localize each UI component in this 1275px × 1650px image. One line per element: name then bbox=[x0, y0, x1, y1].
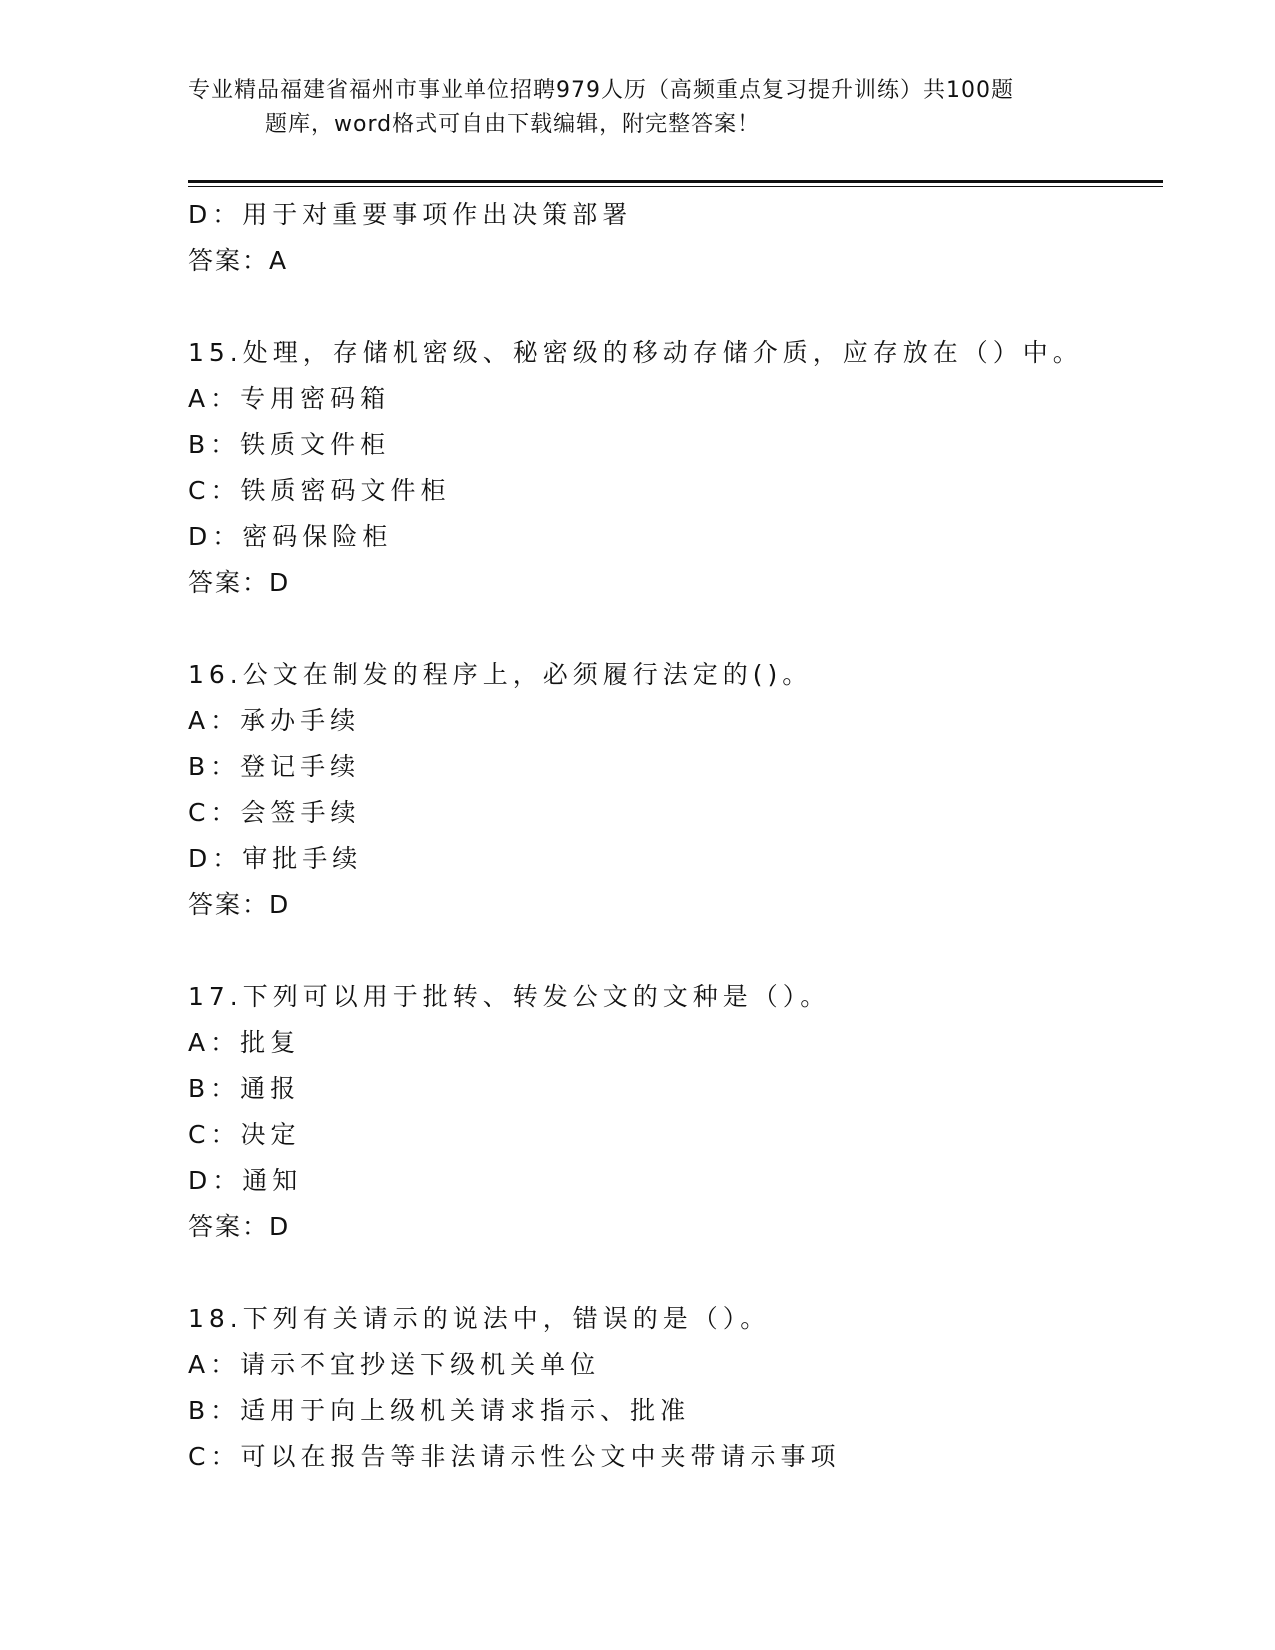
option-b: B：通报 bbox=[188, 1074, 301, 1103]
option-d: D：通知 bbox=[188, 1166, 303, 1195]
header-divider-thin bbox=[188, 186, 1163, 187]
option-b: B：铁质文件柜 bbox=[188, 430, 391, 459]
question-17 bbox=[188, 974, 1163, 1250]
answer-line: 答案：A bbox=[188, 246, 289, 275]
header-title-line1: 专业精品福建省福州市事业单位招聘979人历（高频重点复习提升训练）共100题 bbox=[188, 78, 1014, 103]
spacer bbox=[188, 928, 1163, 974]
answer-line: 答案：D bbox=[188, 1212, 291, 1241]
answer-line: 答案：D bbox=[188, 568, 291, 597]
question-16 bbox=[188, 652, 1163, 928]
question-stem: 16.公文在制发的程序上，必须履行法定的()。 bbox=[188, 660, 813, 689]
option-d: D：审批手续 bbox=[188, 844, 363, 873]
spacer bbox=[188, 1250, 1163, 1296]
spacer bbox=[188, 606, 1163, 652]
question-stem: 18.下列有关请示的说法中，错误的是（）。 bbox=[188, 1304, 771, 1333]
question-15 bbox=[188, 330, 1163, 606]
spacer bbox=[188, 284, 1163, 330]
option-d: D：密码保险柜 bbox=[188, 522, 393, 551]
option-d: D：用于对重要事项作出决策部署 bbox=[188, 200, 633, 229]
answer-line: 答案：D bbox=[188, 890, 291, 919]
question-list bbox=[188, 192, 1163, 1480]
option-c: C：可以在报告等非法请示性公文中夹带请示事项 bbox=[188, 1442, 841, 1471]
option-c: C：决定 bbox=[188, 1120, 301, 1149]
question-carryover bbox=[188, 192, 1163, 284]
option-b: B：登记手续 bbox=[188, 752, 361, 781]
option-a: A：请示不宜抄送下级机关单位 bbox=[188, 1350, 601, 1379]
document-header bbox=[188, 74, 1088, 142]
option-a: A：承办手续 bbox=[188, 706, 361, 735]
option-c: C：铁质密码文件柜 bbox=[188, 476, 451, 505]
option-a: A：专用密码箱 bbox=[188, 384, 391, 413]
option-a: A：批复 bbox=[188, 1028, 301, 1057]
header-divider-thick bbox=[188, 180, 1163, 183]
question-stem: 15.处理，存储机密级、秘密级的移动存储介质，应存放在（）中。 bbox=[188, 338, 1083, 367]
option-b: B：适用于向上级机关请求指示、批准 bbox=[188, 1396, 691, 1425]
option-c: C：会签手续 bbox=[188, 798, 361, 827]
question-stem: 17.下列可以用于批转、转发公文的文种是（）。 bbox=[188, 982, 831, 1011]
header-title-line2: 题库，word格式可自由下载编辑，附完整答案！ bbox=[265, 112, 761, 137]
question-18 bbox=[188, 1296, 1163, 1480]
